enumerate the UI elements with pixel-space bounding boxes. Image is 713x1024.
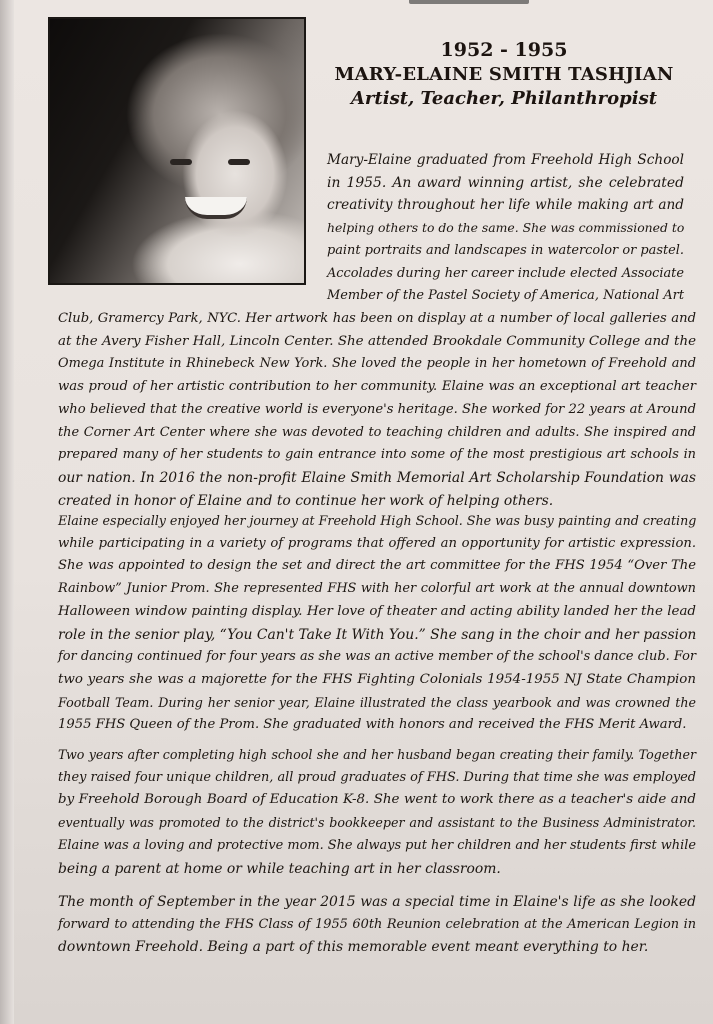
paragraph-2: [58, 510, 696, 737]
text-line: Halloween window painting display. Her love of theater and acting ability landed her the lead: [58, 603, 696, 619]
text-line: paint portraits and landscapes in watercolor or pastel.: [327, 242, 684, 258]
portrait-eye-left: [170, 159, 192, 165]
text-line: creativity throughout her life while making art and: [327, 197, 684, 214]
honoree-roles: Artist, Teacher, Philanthropist: [350, 88, 658, 109]
text-line: Accolades during her career include elected Associate: [327, 265, 684, 281]
text-line: by Freehold Borough Board of Education K-8. She went to work there as a teacher's aide and: [58, 792, 696, 808]
text-line: downtown Freehold. Being a part of this memorable event meant everything to her.: [58, 939, 649, 956]
text-line: they raised four unique children, all proud graduates of FHS. During that time she was employed: [58, 769, 697, 785]
text-line: forward to attending the FHS Class of 1955 60th Reunion celebration at the American Legion in: [58, 916, 696, 932]
text-line: while participating in a variety of programs that offered an opportunity for artistic expression.: [58, 535, 696, 551]
cut-off-heading: [409, 0, 529, 4]
text-line: Elaine especially enjoyed her journey at Freehold High School. She was busy painting and creating: [58, 513, 697, 528]
booklet-spine: [0, 0, 15, 1024]
text-line: role in the senior play, “You Can't Take It With You.” She sang in the choir and her passion: [58, 626, 697, 643]
paragraph-1-wrapped: [327, 149, 684, 308]
text-line: Member of the Pastel Society of America, National Art: [327, 288, 684, 304]
text-line: Rainbow” Junior Prom. She represented FHS with her colorful art work at the annual downtown: [58, 581, 696, 597]
text-line: was proud of her artistic contribution to her community. Elaine was an exceptional art teacher: [58, 379, 696, 395]
text-line: prepared many of her students to gain entrance into some of the most prestigious art schools in: [58, 447, 696, 463]
text-line: The month of September in the year 2015 was a special time in Elaine's life as she looked: [58, 894, 696, 910]
text-line: the Corner Art Center where she was devoted to teaching children and adults. She inspired and: [58, 424, 696, 440]
text-line: She was appointed to design the set and direct the art committee for the FHS 1954 “Over The: [58, 558, 696, 574]
text-line: 1955 FHS Queen of the Prom. She graduated with honors and received the FHS Merit Award.: [58, 717, 687, 733]
text-line: for dancing continued for four years as she was an active member of the school's dance club. For: [58, 649, 696, 665]
portrait-smile: [185, 197, 247, 219]
text-line: at the Avery Fisher Hall, Lincoln Center. She attended Brookdale Community College and the: [58, 333, 696, 349]
text-line: Elaine was a loving and protective mom. She always put her children and her students first while: [58, 837, 696, 853]
text-line: our nation. In 2016 the non-profit Elaine Smith Memorial Art Scholarship Foundation was: [58, 469, 696, 486]
text-line: two years she was a majorette for the FHS Fighting Colonials 1954-1955 NJ State Champion: [58, 671, 696, 687]
text-line: Club, Gramercy Park, NYC. Her artwork has been on display at a number of local galleries and: [58, 311, 696, 326]
portrait-eye-right: [228, 159, 250, 165]
text-line: created in honor of Elaine and to continue her work of helping others.: [58, 492, 554, 509]
text-line: Two years after completing high school she and her husband began creating their family. Together: [58, 747, 696, 762]
bio-header: [314, 38, 694, 111]
page: [14, 0, 713, 1024]
paragraph-1-full: [58, 308, 696, 512]
text-line: Omega Institute in Rhinebeck New York. She loved the people in her hometown of Freehold and: [58, 356, 696, 372]
text-line: in 1955. An award winning artist, she celebrated: [327, 174, 684, 191]
text-line: who believed that the creative world is everyone's heritage. She worked for 22 years at Around: [58, 401, 696, 417]
text-line: eventually was promoted to the district's bookkeeper and assistant to the Business Administrator.: [58, 815, 696, 831]
text-line: helping others to do the same. She was commissioned to: [327, 220, 685, 236]
honoree-name: MARY-ELAINE SMITH TASHJIAN: [334, 64, 674, 85]
text-line: being a parent at home or while teaching art in her classroom.: [58, 860, 501, 877]
portrait-photo: [48, 17, 306, 285]
paragraph-4: [58, 891, 696, 959]
paragraph-3: [58, 744, 696, 880]
class-years: 1952 - 1955: [440, 39, 568, 61]
text-line: Football Team. During her senior year, Elaine illustrated the class yearbook and was crowned the: [58, 694, 696, 710]
text-line: Mary-Elaine graduated from Freehold High School: [327, 152, 684, 168]
